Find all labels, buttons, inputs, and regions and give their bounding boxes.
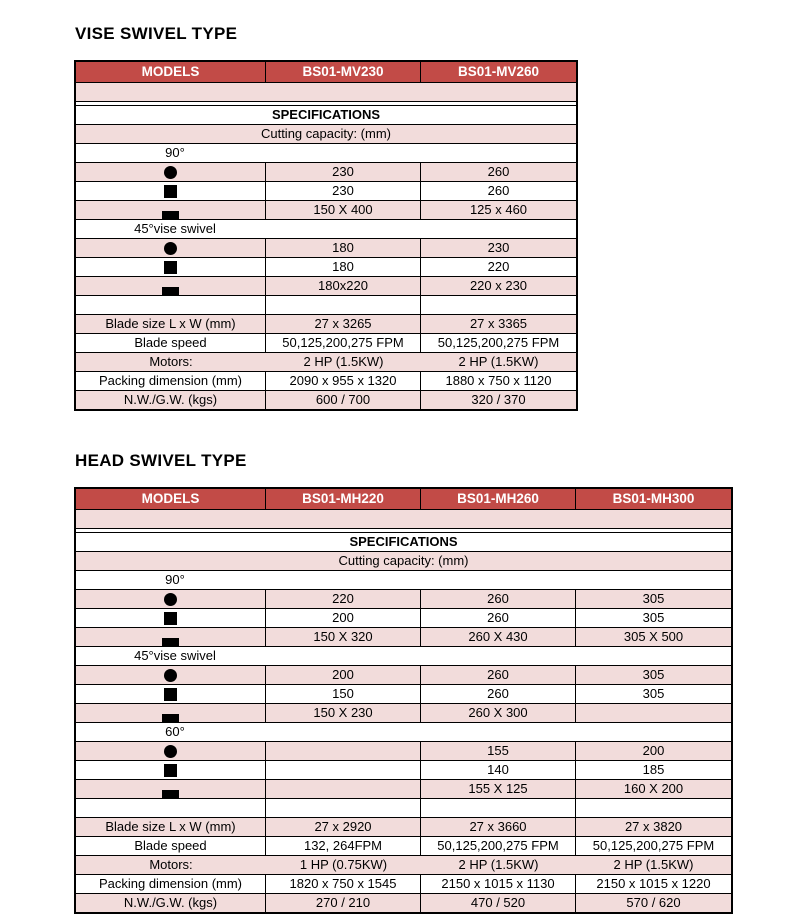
value-cell: 230 (266, 182, 421, 201)
spec-row (76, 163, 576, 182)
spec-row (76, 391, 576, 409)
value-cell: 155 (421, 742, 576, 761)
value-cell: 140 (421, 761, 576, 780)
value-cell: 2 HP (1.5KW) (576, 856, 731, 875)
section-label: SPECIFICATIONS (76, 533, 731, 552)
row-label: Blade speed (76, 837, 266, 856)
value-cell: 2 HP (1.5KW) (421, 353, 576, 372)
spec-row (76, 894, 731, 912)
section-label: 90° (165, 145, 185, 160)
shape-cell (76, 163, 266, 182)
value-cell: 2 HP (1.5KW) (421, 856, 576, 875)
spec-row (76, 761, 731, 780)
shape-cell (76, 590, 266, 609)
spec-row (76, 277, 576, 296)
value-cell: 27 x 3365 (421, 315, 576, 334)
value-cell: 27 x 3820 (576, 818, 731, 837)
section-label: 45°vise swivel (134, 648, 216, 663)
value-cell (576, 704, 731, 723)
shape-cell (76, 239, 266, 258)
row-label: Motors: (76, 856, 266, 875)
flat-stock-icon (162, 211, 179, 219)
square-stock-icon (164, 612, 177, 625)
shape-cell (76, 201, 266, 220)
spec-row (76, 334, 576, 353)
models-header-label: MODELS (76, 489, 266, 510)
value-cell: 1820 x 750 x 1545 (266, 875, 421, 894)
value-cell: 570 / 620 (576, 894, 731, 912)
value-cell: 27 x 3265 (266, 315, 421, 334)
head-swivel-table (74, 487, 733, 914)
value-cell: 27 x 3660 (421, 818, 576, 837)
value-cell: 200 (576, 742, 731, 761)
value-cell: 125 x 460 (421, 201, 576, 220)
shape-cell (76, 182, 266, 201)
section-label: 60° (165, 724, 185, 739)
value-cell (266, 780, 421, 799)
value-cell (266, 742, 421, 761)
value-cell: 200 (266, 609, 421, 628)
model-name: BS01-MH300 (576, 489, 731, 510)
value-cell: 150 (266, 685, 421, 704)
row-label: Packing dimension (mm) (76, 875, 266, 894)
value-cell: 220 (266, 590, 421, 609)
row-label: Packing dimension (mm) (76, 372, 266, 391)
value-cell: 260 (421, 182, 576, 201)
value-cell: 260 (421, 609, 576, 628)
shape-cell (76, 628, 266, 647)
value-cell (266, 799, 421, 818)
spec-row (76, 182, 576, 201)
spec-row (76, 742, 731, 761)
value-cell: 470 / 520 (421, 894, 576, 912)
value-cell: 50,125,200,275 FPM (421, 837, 576, 856)
spec-row (76, 258, 576, 277)
shape-cell (76, 761, 266, 780)
flat-stock-icon (162, 287, 179, 295)
value-cell: 132, 264FPM (266, 837, 421, 856)
value-cell (576, 799, 731, 818)
square-stock-icon (164, 764, 177, 777)
value-cell (266, 296, 421, 315)
spec-row (76, 590, 731, 609)
value-cell: 260 X 300 (421, 704, 576, 723)
flat-stock-icon (162, 790, 179, 798)
shape-cell (76, 742, 266, 761)
model-name: BS01-MH220 (266, 489, 421, 510)
value-cell: 260 (421, 163, 576, 182)
section-band-row (76, 571, 731, 590)
section-band-row (76, 533, 731, 552)
row-label: Blade size L x W (mm) (76, 818, 266, 837)
spec-row (76, 799, 731, 818)
models-header-row (76, 62, 576, 83)
value-cell: 2 HP (1.5KW) (266, 353, 421, 372)
row-label (76, 799, 266, 818)
value-cell: 180 (266, 258, 421, 277)
section-label: Cutting capacity: (mm) (76, 125, 576, 144)
value-cell: 180x220 (266, 277, 421, 296)
row-label: Blade size L x W (mm) (76, 315, 266, 334)
value-cell: 230 (266, 163, 421, 182)
value-cell: 27 x 2920 (266, 818, 421, 837)
shape-cell (76, 258, 266, 277)
value-cell: 185 (576, 761, 731, 780)
section-band-row (76, 144, 576, 163)
round-stock-icon (164, 745, 177, 758)
spec-row (76, 704, 731, 723)
flat-stock-icon (162, 638, 179, 646)
spec-row (76, 685, 731, 704)
model-name: BS01-MH260 (421, 489, 576, 510)
value-cell: 2150 x 1015 x 1130 (421, 875, 576, 894)
value-cell (421, 296, 576, 315)
section-band-row (76, 552, 731, 571)
flat-stock-icon (162, 714, 179, 722)
round-stock-icon (164, 166, 177, 179)
section-band-row (76, 647, 731, 666)
value-cell: 150 X 230 (266, 704, 421, 723)
square-stock-icon (164, 261, 177, 274)
value-cell (266, 761, 421, 780)
value-cell: 270 / 210 (266, 894, 421, 912)
model-name: BS01-MV260 (421, 62, 576, 83)
section-label: Cutting capacity: (mm) (76, 552, 731, 571)
value-cell: 260 (421, 590, 576, 609)
row-label (76, 296, 266, 315)
value-cell: 305 (576, 685, 731, 704)
value-cell: 305 (576, 590, 731, 609)
section-label: 45°vise swivel (134, 221, 216, 236)
spec-row (76, 296, 576, 315)
square-stock-icon (164, 185, 177, 198)
section-band-row (76, 723, 731, 742)
value-cell: 1880 x 750 x 1120 (421, 372, 576, 391)
value-cell: 230 (421, 239, 576, 258)
spec-row (76, 609, 731, 628)
section-label: 90° (165, 572, 185, 587)
shape-cell (76, 666, 266, 685)
value-cell: 260 (421, 666, 576, 685)
value-cell: 50,125,200,275 FPM (421, 334, 576, 353)
value-cell: 260 X 430 (421, 628, 576, 647)
row-label: Motors: (76, 353, 266, 372)
vise-swivel-title: VISE SWIVEL TYPE (75, 24, 238, 43)
value-cell: 305 (576, 609, 731, 628)
value-cell: 600 / 700 (266, 391, 421, 409)
head-swivel-title: HEAD SWIVEL TYPE (75, 451, 247, 470)
value-cell: 180 (266, 239, 421, 258)
round-stock-icon (164, 242, 177, 255)
spec-row (76, 628, 731, 647)
section-band-row (76, 220, 576, 239)
value-cell: 305 (576, 666, 731, 685)
section-band-row (76, 106, 576, 125)
shape-cell (76, 685, 266, 704)
section-band-row (76, 125, 576, 144)
round-stock-icon (164, 593, 177, 606)
shape-cell (76, 780, 266, 799)
value-cell: 2150 x 1015 x 1220 (576, 875, 731, 894)
round-stock-icon (164, 669, 177, 682)
value-cell: 50,125,200,275 FPM (576, 837, 731, 856)
section-label: SPECIFICATIONS (76, 106, 576, 125)
spec-row (76, 875, 731, 894)
value-cell: 305 X 500 (576, 628, 731, 647)
value-cell: 160 X 200 (576, 780, 731, 799)
shape-cell (76, 609, 266, 628)
spec-row (76, 372, 576, 391)
row-label: Blade speed (76, 334, 266, 353)
value-cell: 320 / 370 (421, 391, 576, 409)
spec-row (76, 856, 731, 875)
value-cell: 155 X 125 (421, 780, 576, 799)
blank-row (76, 510, 731, 529)
value-cell: 220 (421, 258, 576, 277)
square-stock-icon (164, 688, 177, 701)
models-header-label: MODELS (76, 62, 266, 83)
spec-row (76, 353, 576, 372)
value-cell: 150 X 400 (266, 201, 421, 220)
blank-row (76, 83, 576, 102)
vise-swivel-table (74, 60, 578, 411)
value-cell: 200 (266, 666, 421, 685)
value-cell: 50,125,200,275 FPM (266, 334, 421, 353)
spec-row (76, 818, 731, 837)
value-cell: 150 X 320 (266, 628, 421, 647)
spec-row (76, 780, 731, 799)
row-label: N.W./G.W. (kgs) (76, 894, 266, 912)
spec-row (76, 837, 731, 856)
models-header-row (76, 489, 731, 510)
shape-cell (76, 704, 266, 723)
spec-row (76, 666, 731, 685)
spec-row (76, 201, 576, 220)
spec-row (76, 315, 576, 334)
value-cell: 2090 x 955 x 1320 (266, 372, 421, 391)
value-cell: 220 x 230 (421, 277, 576, 296)
value-cell: 260 (421, 685, 576, 704)
shape-cell (76, 277, 266, 296)
model-name: BS01-MV230 (266, 62, 421, 83)
spec-row (76, 239, 576, 258)
value-cell (421, 799, 576, 818)
row-label: N.W./G.W. (kgs) (76, 391, 266, 409)
value-cell: 1 HP (0.75KW) (266, 856, 421, 875)
